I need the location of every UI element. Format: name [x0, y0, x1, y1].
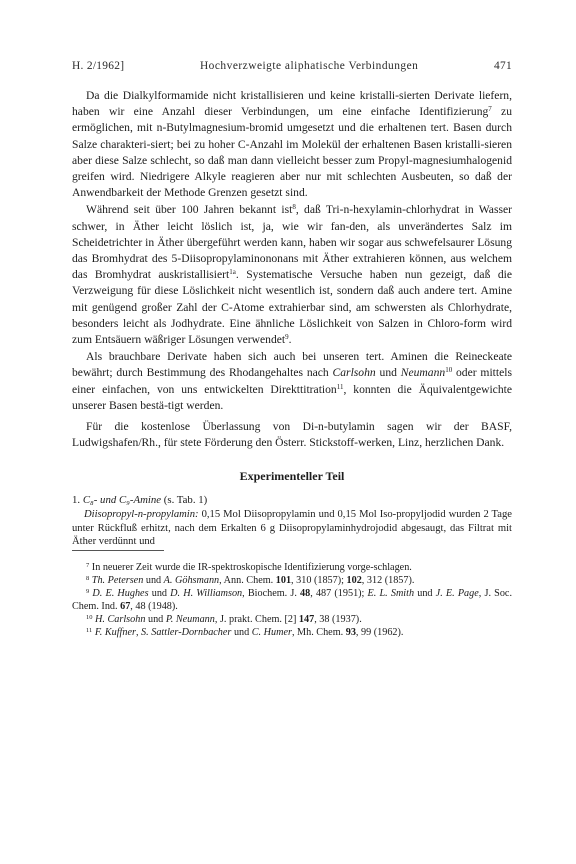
footnotes: [72, 561, 512, 640]
paragraph-derivatives: Als brauchbare Derivate haben sich auch bei unseren tert. Aminen die Reineckeate bewährt; durch Bestimmung des Rhodangehaltes nach Carlsohn und Neumann$^{10}$ oder mittels einer einfachen, von uns entwickelten Direkttitration$^{11}$, konnten die Äquivalentgewichte unserer Basen bestä-tigt werden.: [72, 350, 512, 412]
page-number: 471: [493, 60, 512, 72]
procedure-paragraph: Diisopropyl-n-propylamin: 0,15 Mol Diisopropylamin und 0,15 Mol Iso-propyljodid wurden 2 Tage unter Rückfluß erhitzt, nach dem Erkalten 6 g Diisopropylaminhydrojodid abgesaugt, das Filtrat mit Äther verdünnt und: [72, 509, 512, 547]
journal-page: [72, 60, 512, 639]
footnote-divider: [72, 550, 164, 551]
footnote-11: $^{11}$ F. Kuffner, S. Sattler-Dornbacher und C. Humer, Mh. Chem. 93, 99 (1962).: [86, 627, 404, 639]
compound-name: Diisopropyl-n-propylamin:: [84, 509, 199, 521]
footnote-9: $^9$ D. E. Hughes und D. H. Williamson, Biochem. J. 48, 487 (1951); E. L. Smith und J. E. Page, J. Soc. Chem. Ind. 67, 48 (1948).: [72, 587, 512, 613]
running-header: [72, 60, 512, 72]
section-heading: Experimenteller Teil: [239, 469, 345, 484]
experimental-text: [72, 508, 512, 547]
issue-reference: H. 2/1962]: [72, 60, 125, 72]
author-name: Neumann: [400, 366, 446, 380]
author-name: Carlsohn: [332, 366, 376, 380]
footnote-8: $^8$ Th. Petersen und A. Göhsmann, Ann. Chem. 101, 310 (1857); 102, 312 (1857).: [86, 574, 415, 586]
footnote-ref-10: 10: [445, 366, 453, 375]
footnote-ref-7: 7: [488, 105, 492, 114]
footnote-ref-11: 11: [336, 382, 344, 391]
footnote-7: $^7$ In neuerer Zeit wurde die IR-spektroskopische Identifizierung vorge-schlagen.: [86, 561, 412, 573]
paragraph-dialkylformamide: Da die Dialkylformamide nicht kristallisieren und keine kristalli-sierten Derivate liefern, haben wir eine Anzahl dieser Verbindungen, um eine einfache Identifizierung$^7$ zu ermöglichen, mit n-Butylmagnesium-bromid umgesetzt und die erhaltenen tert. Basen durch Salze charakteri-siert; bei zu hoher C-Anzahl im Molekül der erhaltenen Basen kristalli-sieren aber diese Salze schlecht, so daß man dann vielleicht besser zum Propyl-magnesiumhalogenid greifen wird. Niedrigere Alkyle reagieren aber nur mit schlechten Ausbeuten, so daß der Anwendbarkeit der Methode Grenzen gesetzt sind.: [72, 89, 512, 200]
footnote-ref-9: 9: [285, 333, 289, 342]
running-title: Hochverzweigte aliphatische Verbindungen: [199, 60, 419, 72]
paragraph-solubility: Während seit über 100 Jahren bekannt ist$^8$, daß Tri-n-hexylamin-chlorhydrat in Wasser schwer, in Äther leicht löslich ist, ja, wie wir fan-den, als unverändertes Salz im Scheidetrichter in Äther übergeführt werden kann, haben wir sogar aus schwefelsaurer Lösung das Bromhydrat des 5-Diisopropylaminononans mit Äther extrahieren können, aus welchem das Bromhydrat auskristallisiert$^{1a}$. Systematische Versuche haben nun gezeigt, daß die Verzweigung für diese Löslichkeit nicht wesentlich ist, sondern daß auch andere tert. Amine mit genügend großer Zahl der C-Atome extrahierbar sind, am schwersten als Chlorhydrate, besonders leicht als Jodhydrate. Eine ähnliche Löslichkeit von Salzen in Chloro-form wird zum Entsäuern wäßriger Lösungen verwendet$^9$.: [72, 203, 512, 347]
subsection-heading: 1. C₈- und C₉-Amine (s. Tab. 1): [72, 494, 208, 507]
footnote-ref-8: 8: [292, 203, 296, 212]
footnote-10: $^{10}$ H. Carlsohn und P. Neumann, J. prakt. Chem. [2] 147, 38 (1937).: [86, 614, 362, 626]
footnote-ref-1a: 1a: [229, 268, 236, 277]
paragraph-acknowledgement: Für die kostenlose Überlassung von Di-n-butylamin sagen wir der BASF, Ludwigshafen/Rh., für stete Förderung den Österr. Stickstoff-werken, Linz, herzlichen Dank.: [72, 420, 512, 450]
main-text: [72, 88, 512, 451]
